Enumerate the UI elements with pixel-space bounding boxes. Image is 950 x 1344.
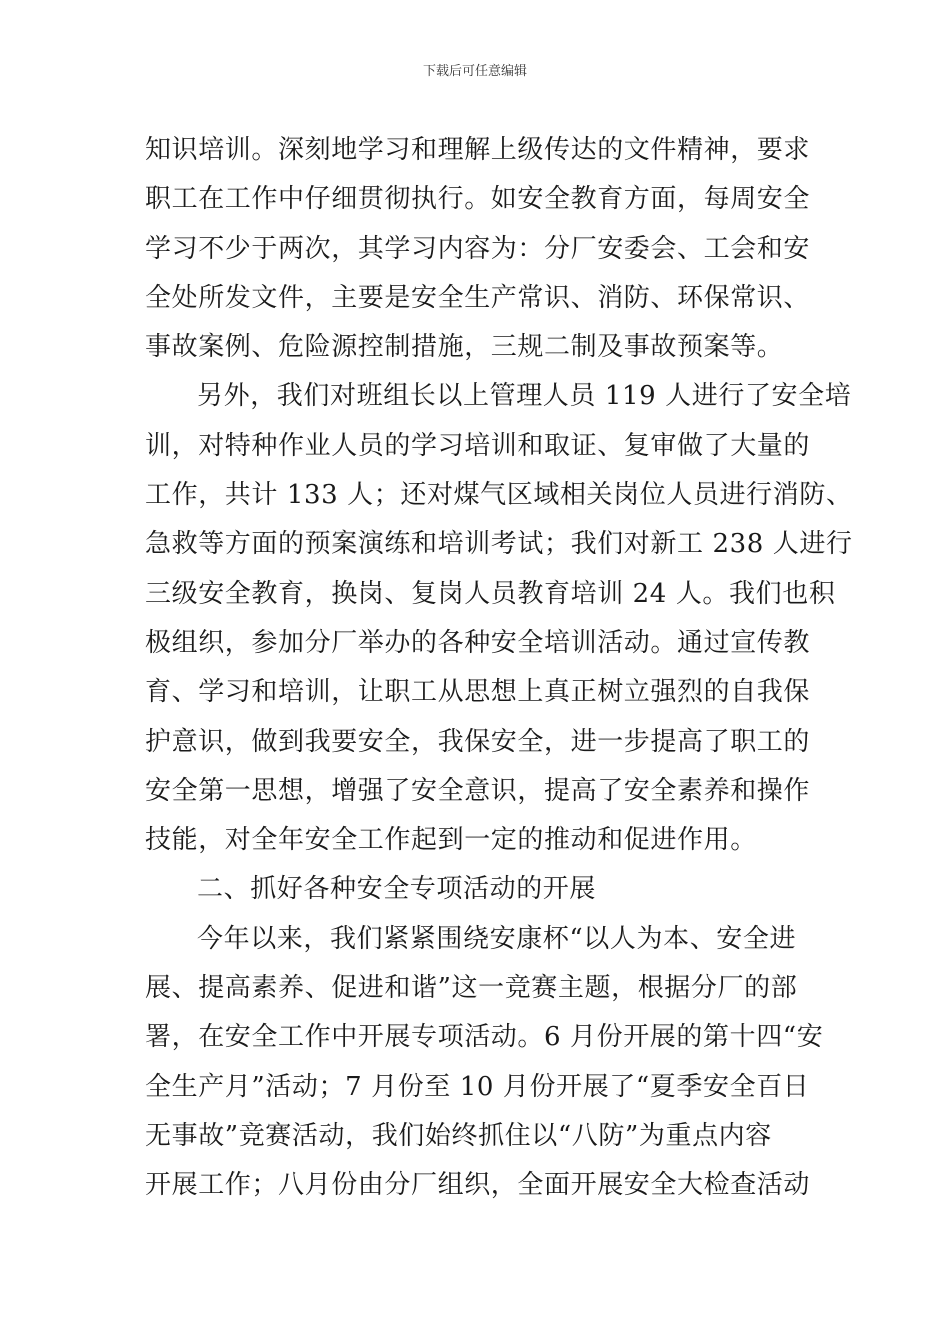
text-line-5: 事故案例、危险源控制措施，三规二制及事故预案等。 bbox=[145, 332, 784, 363]
text-line-9: 急救等方面的预案演练和培训考试；我们对新工 238 人进行 bbox=[145, 529, 853, 560]
text-line-14: 安全第一思想，增强了安全意识，提高了安全素养和操作 bbox=[145, 775, 811, 806]
text-line-7: 训，对特种作业人员的学习培训和取证、复审做了大量的 bbox=[145, 430, 811, 461]
section-heading: 二、抓好各种安全专项活动的开展 bbox=[197, 874, 597, 905]
text-line-19: 署，在安全工作中开展专项活动。6 月份开展的第十四“安 bbox=[145, 1022, 824, 1053]
text-line-18: 展、提高素养、促进和谐”这一竞赛主题，根据分厂的部 bbox=[145, 973, 798, 1004]
text-line-11: 极组织，参加分厂举办的各种安全培训活动。通过宣传教 bbox=[145, 627, 811, 658]
text-line-8: 工作，共计 133 人；还对煤气区域相关岗位人员进行消防、 bbox=[145, 480, 853, 511]
text-line-1: 知识培训。深刻地学习和理解上级传达的文件精神，要求 bbox=[145, 135, 811, 165]
text-line-15: 技能，对全年安全工作起到一定的推动和促进作用。 bbox=[145, 825, 757, 856]
text-line-13: 护意识，做到我要安全，我保安全，进一步提高了职工的 bbox=[145, 726, 811, 757]
text-line-12: 育、学习和培训，让职工从思想上真正树立强烈的自我保 bbox=[145, 677, 811, 708]
text-line-20: 全生产月”活动；7 月份至 10 月份开展了“夏季安全百日 bbox=[145, 1071, 810, 1102]
text-line-22: 开展工作；八月份由分厂组织，全面开展安全大检查活动 bbox=[145, 1170, 811, 1201]
text-line-21: 无事故”竞赛活动，我们始终抓住以“八防”为重点内容 bbox=[145, 1120, 772, 1151]
page-header: 下载后可任意编辑 bbox=[422, 64, 527, 79]
text-line-17: 今年以来，我们紧紧围绕安康杯“以人为本、安全进 bbox=[197, 923, 797, 954]
document-body bbox=[145, 126, 853, 1211]
text-line-2: 职工在工作中仔细贯彻执行。如安全教育方面，每周安全 bbox=[145, 184, 811, 215]
text-line-3: 学习不少于两次，其学习内容为：分厂安委会、工会和安 bbox=[145, 233, 811, 264]
text-line-4: 全处所发文件，主要是安全生产常识、消防、环保常识、 bbox=[145, 282, 811, 313]
text-line-10: 三级安全教育，换岗、复岗人员教育培训 24 人。我们也积 bbox=[145, 578, 836, 609]
text-line-6: 另外，我们对班组长以上管理人员 119 人进行了安全培 bbox=[197, 381, 852, 412]
